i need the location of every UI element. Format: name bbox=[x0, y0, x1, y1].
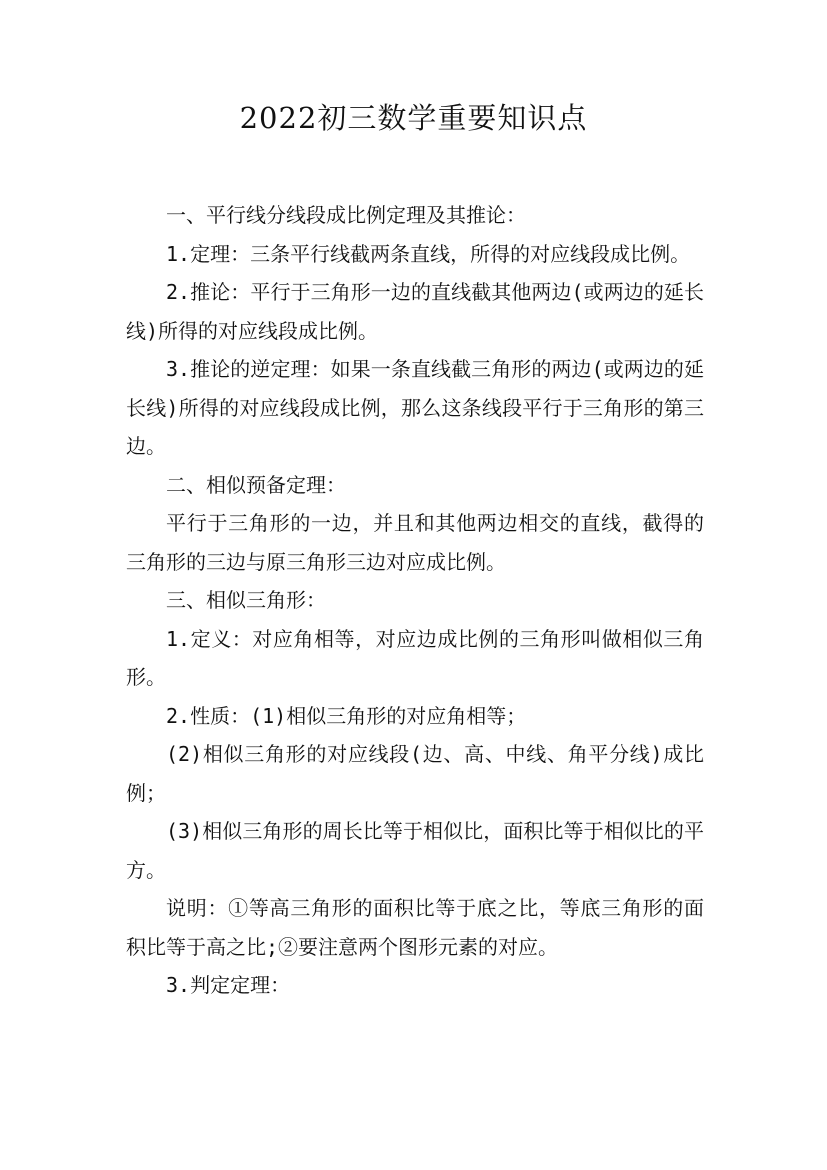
paragraph: 3.推论的逆定理：如果一条直线截三角形的两边(或两边的延长线)所得的对应线段成比例，那么这条线段平行于三角形的第三边。 bbox=[126, 357, 704, 458]
paragraph: (2)相似三角形的对应线段(边、高、中线、角平分线)成比例； bbox=[126, 742, 704, 805]
paragraph: 说明：①等高三角形的面积比等于底之比，等底三角形的面积比等于高之比;②要注意两个图形元素的对应。 bbox=[126, 896, 704, 959]
paragraph: (3)相似三角形的周长比等于相似比，面积比等于相似比的平方。 bbox=[126, 819, 704, 882]
document-title: 2022初三数学重要知识点 bbox=[239, 101, 588, 135]
section-heading: 二、相似预备定理： bbox=[166, 472, 346, 497]
paragraph: 3.判定定理： bbox=[166, 973, 291, 997]
section-heading: 三、相似三角形： bbox=[166, 588, 326, 612]
document-body bbox=[126, 196, 704, 1005]
paragraph: 2.推论：平行于三角形一边的直线截其他两边(或两边的延长线)所得的对应线段成比例。 bbox=[126, 280, 704, 343]
paragraph: 1.定义：对应角相等，对应边成比例的三角形叫做相似三角形。 bbox=[126, 626, 704, 689]
section-heading: 一、平行线分线段成比例定理及其推论： bbox=[166, 203, 526, 227]
paragraph: 平行于三角形的一边，并且和其他两边相交的直线，截得的三角形的三边与原三角形三边对应成比例。 bbox=[126, 511, 704, 574]
paragraph: 2.性质：(1)相似三角形的对应角相等； bbox=[166, 703, 527, 728]
paragraph: 1.定理：三条平行线截两条直线，所得的对应线段成比例。 bbox=[166, 241, 691, 266]
